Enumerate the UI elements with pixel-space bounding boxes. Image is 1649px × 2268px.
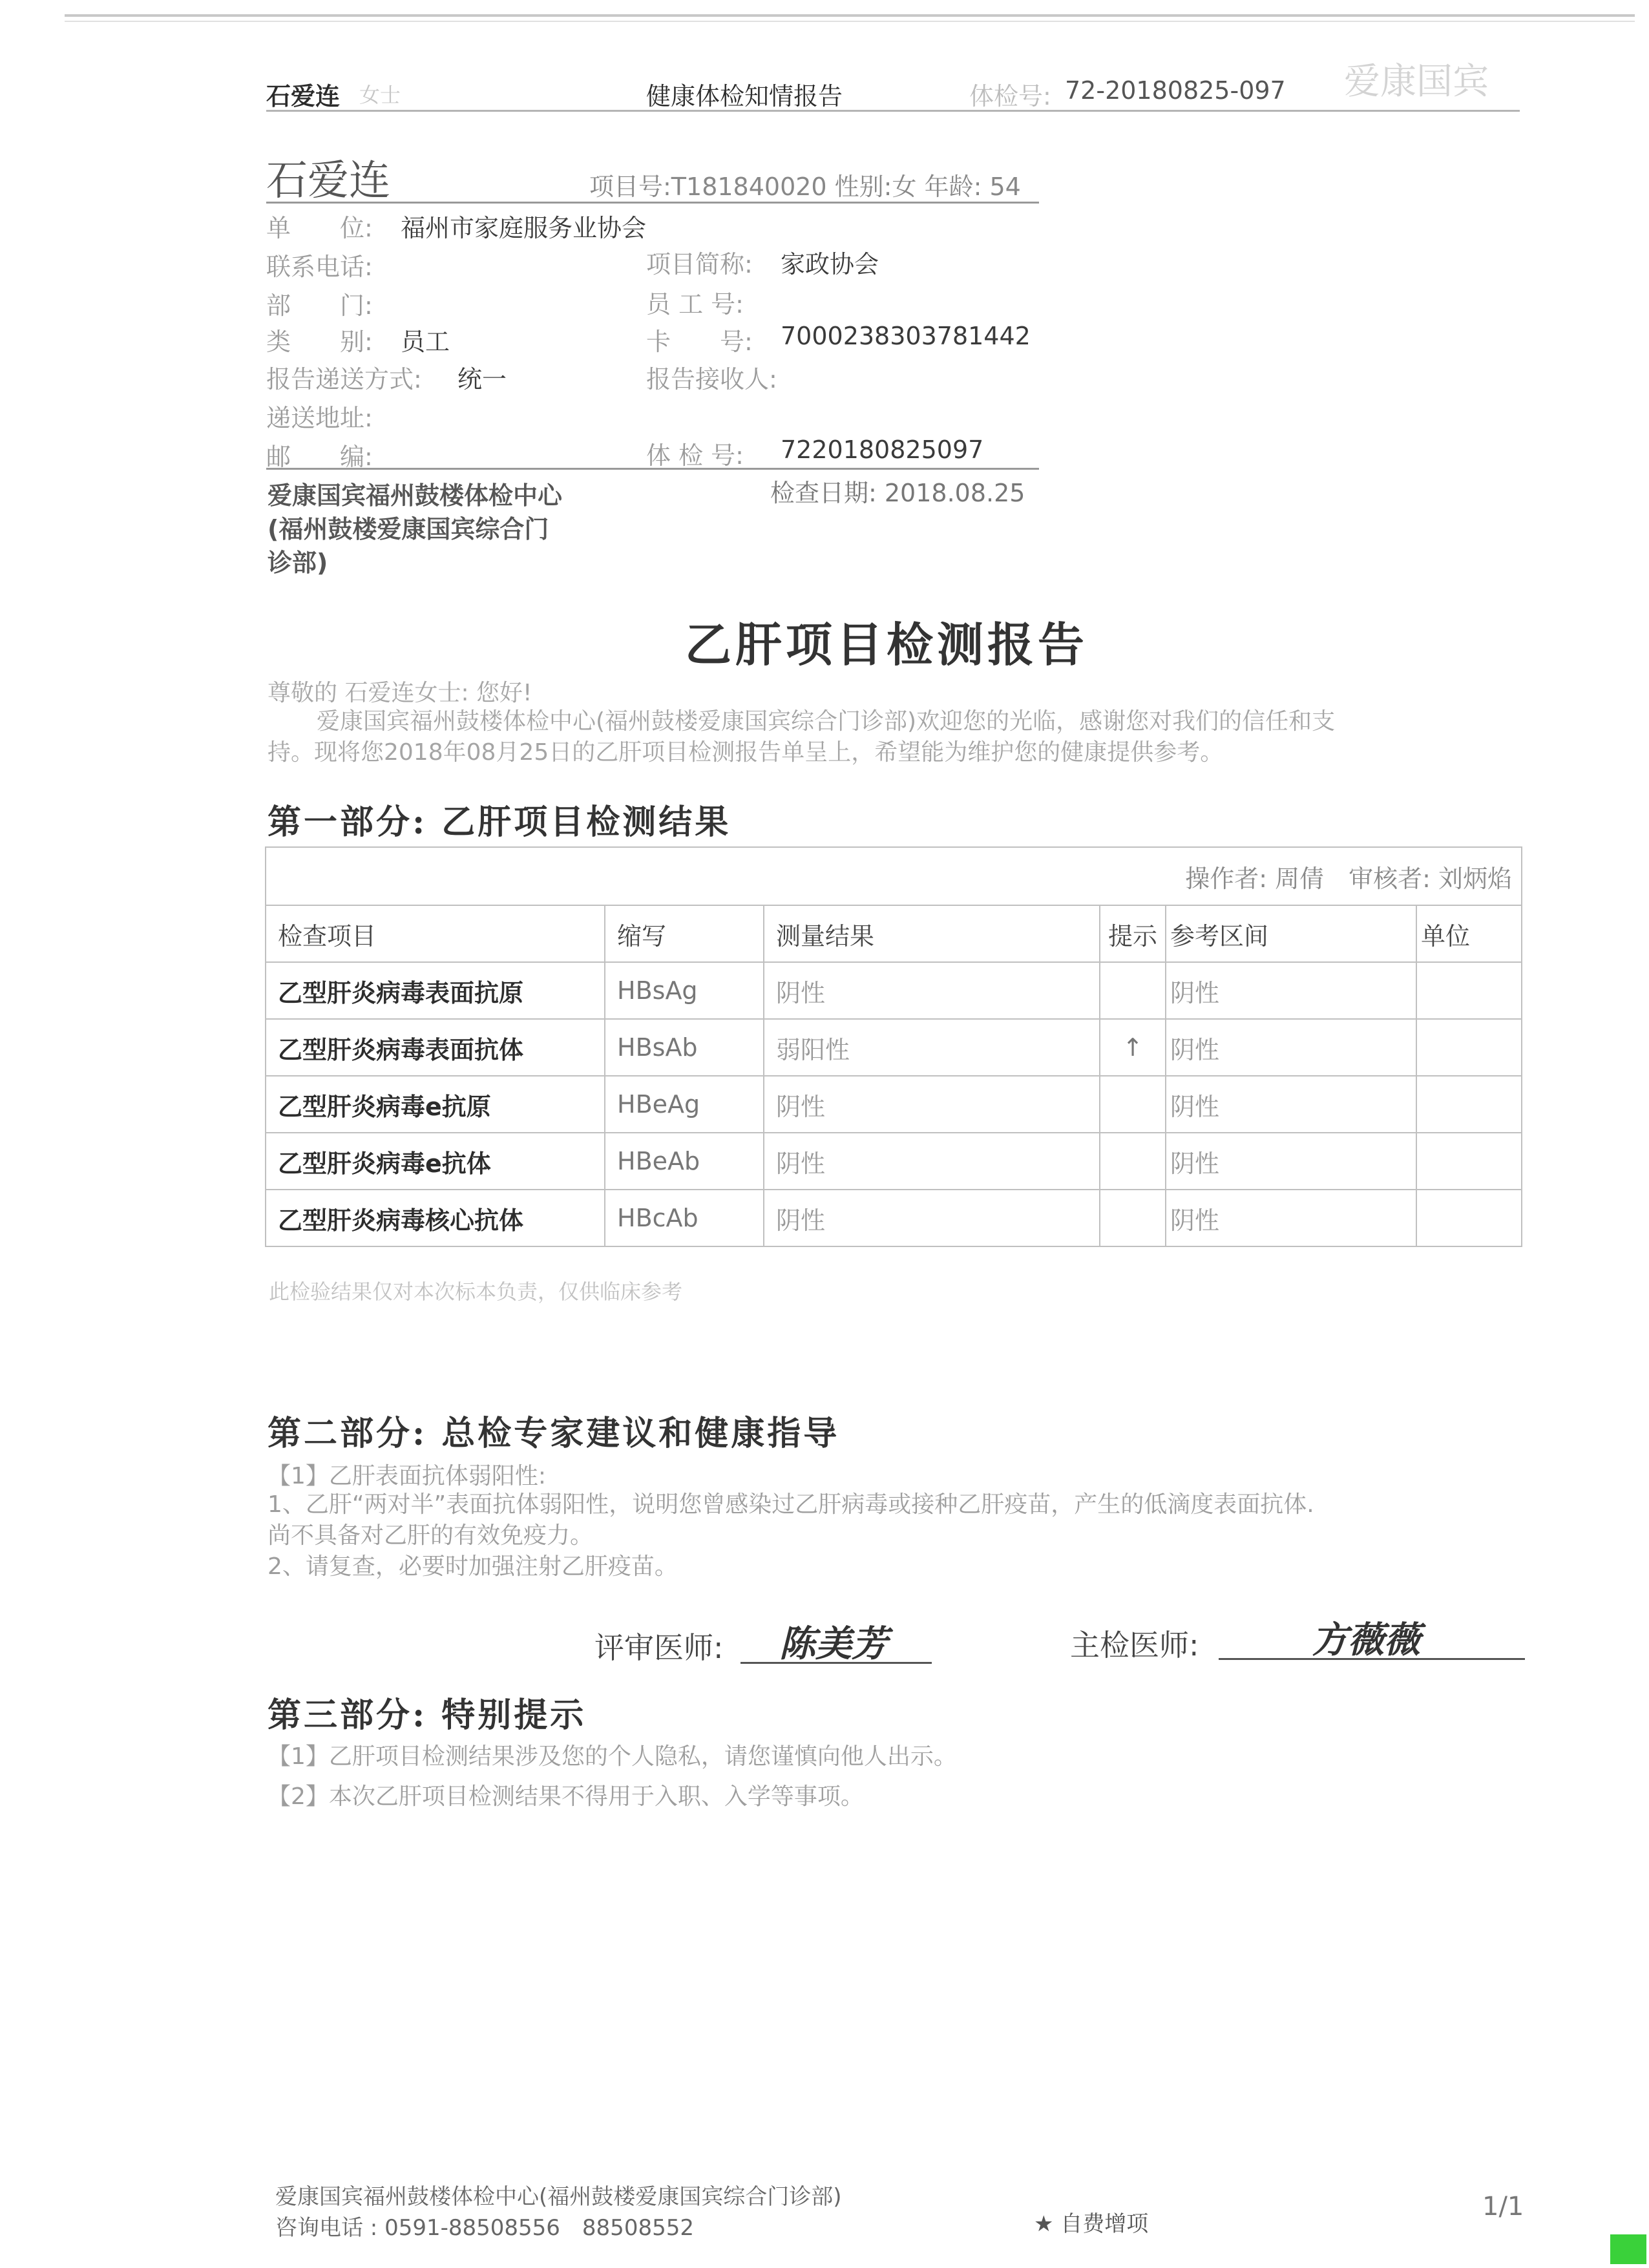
row-unit (1416, 1019, 1522, 1076)
greeting-line3: 持。现将您2018年08月25日的乙肝项目检测报告单呈上，希望能为维护您的健康提供参考。 (268, 739, 1224, 766)
center-name-line2: (福州鼓楼爱康国宾综合门 (268, 515, 549, 543)
scan-border-top-2 (65, 21, 1635, 22)
row-item: 乙型肝炎病毒表面抗原 (266, 962, 605, 1019)
reviewer-label: 评审医师: (594, 1630, 724, 1665)
center-name-line3: 诊部) (268, 549, 328, 577)
table-operators-row (266, 847, 1522, 905)
brand-logo-text: 爱康国宾 (1344, 61, 1489, 103)
card-label: 卡 号: (646, 328, 753, 356)
row-hint (1100, 1190, 1166, 1246)
category-label: 类 别: (266, 328, 373, 356)
name-rule (266, 202, 1039, 204)
col-header-abbr: 缩写 (605, 905, 764, 962)
row-unit (1416, 1190, 1522, 1246)
postcode-label: 邮 编: (266, 443, 373, 471)
project-line: 项目号:T181840020 性别:女 年龄: 54 (589, 173, 1021, 201)
unit-value: 福州市家庭服务业协会 (401, 214, 647, 242)
col-header-ref: 参考区间 (1166, 905, 1416, 962)
project-short-value: 家政协会 (781, 250, 879, 278)
chief-sign-line (1219, 1658, 1525, 1660)
row-ref: 阴性 (1166, 1133, 1416, 1190)
col-header-hint: 提示 (1100, 905, 1166, 962)
row-abbr: HBsAg (605, 962, 764, 1019)
row-hint (1100, 1133, 1166, 1190)
part3-title: 第三部分: 特别提示 (268, 1696, 587, 1735)
row-abbr: HBeAb (605, 1133, 764, 1190)
table-header-row (266, 905, 1522, 962)
table-row (266, 962, 1522, 1019)
dept-label: 部 门: (266, 291, 373, 320)
phone-label: 联系电话: (266, 253, 373, 281)
greeting-line2: 爱康国宾福州鼓楼体检中心(福州鼓楼爱康国宾综合门诊部)欢迎您的光临，感谢您对我们的信任和支 (317, 708, 1336, 735)
part3-line1: 【1】乙肝项目检测结果涉及您的个人隐私，请您谨慎向他人出示。 (268, 1743, 957, 1770)
category-value: 员工 (401, 328, 450, 356)
staff-no-label: 员 工 号: (646, 290, 744, 319)
row-unit (1416, 1076, 1522, 1133)
part2-line4: 2、请复查，必要时加强注射乙肝疫苗。 (268, 1553, 678, 1580)
table-row (266, 1019, 1522, 1076)
green-marker (1610, 2234, 1646, 2264)
center-name-line1: 爱康国宾福州鼓楼体检中心 (268, 481, 563, 510)
part3-line2: 【2】本次乙肝项目检测结果不得用于入职、入学等事项。 (268, 1783, 864, 1810)
delivery-label: 报告递送方式: (266, 365, 422, 394)
row-ref: 阴性 (1166, 962, 1416, 1019)
header-salutation: 女士 (359, 83, 401, 107)
row-hint (1100, 1076, 1166, 1133)
reviewer-signature: 陈美芳 (779, 1622, 888, 1665)
row-abbr: HBcAb (605, 1190, 764, 1246)
row-result: 弱阳性 (764, 1019, 1100, 1076)
footer-self-pay-note: ★ 自费增项 (1034, 2211, 1149, 2237)
row-result: 阴性 (764, 1133, 1100, 1190)
exam-date: 检查日期: 2018.08.25 (770, 479, 1025, 507)
table-row (266, 1133, 1522, 1190)
info-rule (266, 468, 1039, 470)
scan-border-top (65, 14, 1635, 17)
footer-center: 爱康国宾福州鼓楼体检中心(福州鼓楼爱康国宾综合门诊部) (275, 2184, 842, 2210)
part2-line1: 【1】乙肝表面抗体弱阳性: (268, 1463, 547, 1489)
greeting-line1: 尊敬的 石爱连女士: 您好! (268, 680, 532, 706)
row-unit (1416, 962, 1522, 1019)
row-unit (1416, 1133, 1522, 1190)
footer-phone: 咨询电话 : 0591-88508556 88508552 (275, 2215, 694, 2241)
header-rule (266, 110, 1520, 112)
part2-title: 第二部分: 总检专家建议和健康指导 (268, 1414, 840, 1453)
card-value: 7000238303781442 (781, 322, 1031, 350)
reviewer-sign-line (740, 1662, 932, 1664)
row-abbr: HBeAg (605, 1076, 764, 1133)
exam-no-label: 体 检 号: (646, 441, 744, 470)
header-report-type: 健康体检知情报告 (646, 82, 843, 110)
row-abbr: HBsAb (605, 1019, 764, 1076)
operators-cell: 操作者: 周倩 审核者: 刘炳焰 (266, 847, 1522, 905)
report-title: 乙肝项目检测报告 (685, 617, 1089, 672)
row-result: 阴性 (764, 962, 1100, 1019)
part2-line2: 1、乙肝“两对半”表面抗体弱阳性，说明您曾感染过乙肝病毒或接种乙肝疫苗，产生的低滴度表面抗体. (268, 1491, 1314, 1518)
patient-name-large: 石爱连 (266, 157, 390, 205)
table-row (266, 1190, 1522, 1246)
col-header-unit: 单位 (1416, 905, 1522, 962)
table-row (266, 1076, 1522, 1133)
receiver-label: 报告接收人: (646, 365, 777, 394)
table-note: 此检验结果仅对本次标本负责，仅供临床参考 (269, 1279, 683, 1304)
row-item: 乙型肝炎病毒表面抗体 (266, 1019, 605, 1076)
col-header-item: 检查项目 (266, 905, 605, 962)
row-item: 乙型肝炎病毒e抗原 (266, 1076, 605, 1133)
exam-no-value: 7220180825097 (781, 436, 984, 464)
chief-signature: 方薇薇 (1312, 1619, 1420, 1661)
row-hint (1100, 962, 1166, 1019)
address-label: 递送地址: (266, 404, 373, 432)
unit-label: 单 位: (266, 214, 373, 242)
row-ref: 阴性 (1166, 1019, 1416, 1076)
part2-line3: 尚不具备对乙肝的有效免疫力。 (268, 1522, 594, 1549)
row-hint-up-arrow: ↑ (1100, 1019, 1166, 1076)
part1-title: 第一部分: 乙肝项目检测结果 (268, 803, 731, 842)
header-exam-label: 体检号: (969, 82, 1051, 110)
delivery-value: 统一 (457, 365, 507, 394)
header-exam-number: 72-20180825-097 (1065, 76, 1286, 105)
row-item: 乙型肝炎病毒核心抗体 (266, 1190, 605, 1246)
row-ref: 阴性 (1166, 1190, 1416, 1246)
row-result: 阴性 (764, 1076, 1100, 1133)
chief-label: 主检医师: (1070, 1628, 1199, 1663)
page-number: 1/1 (1482, 2192, 1524, 2221)
header-patient-name: 石爱连 (266, 82, 341, 110)
row-result: 阴性 (764, 1190, 1100, 1246)
col-header-result: 测量结果 (764, 905, 1100, 962)
row-ref: 阴性 (1166, 1076, 1416, 1133)
row-item: 乙型肝炎病毒e抗体 (266, 1133, 605, 1190)
project-short-label: 项目简称: (646, 250, 753, 278)
results-table (265, 846, 1522, 1247)
